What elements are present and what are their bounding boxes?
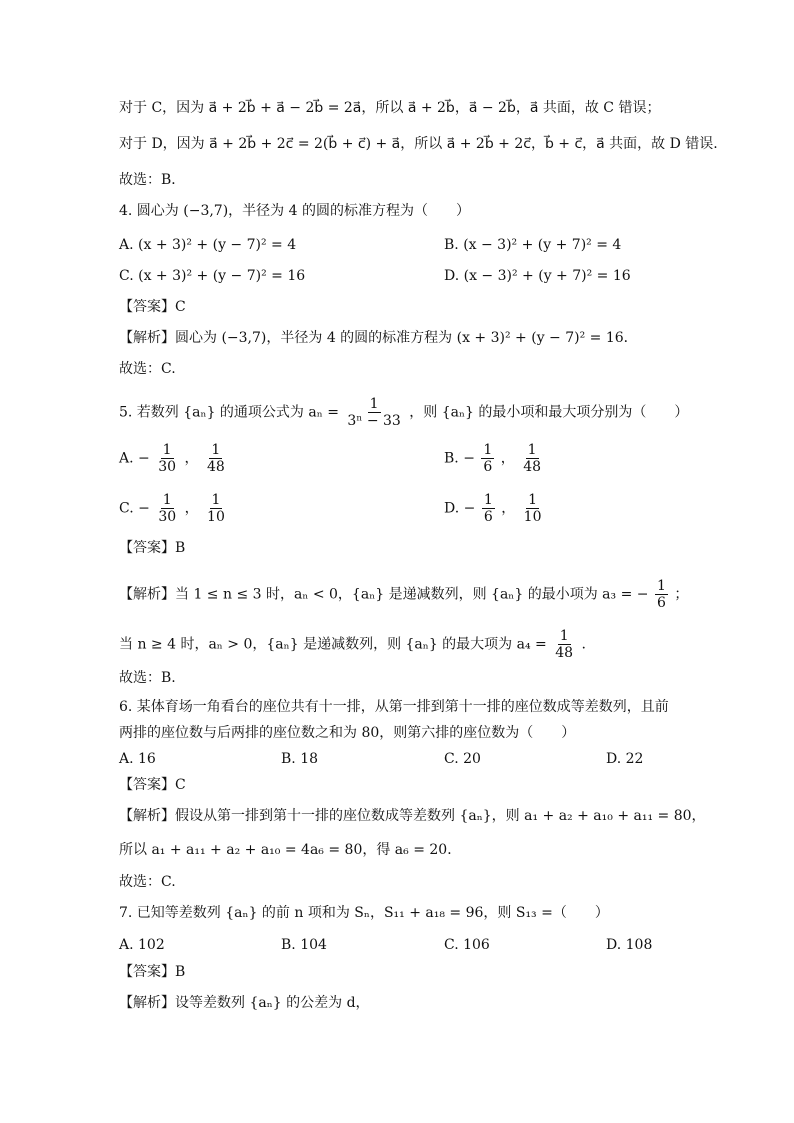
q5-b-f2-den: 48 bbox=[523, 459, 542, 475]
q7-option-a: A. 102 bbox=[119, 937, 165, 953]
q5-c-f2-den: 10 bbox=[207, 509, 225, 525]
q5-an1-num: 1 bbox=[656, 578, 666, 594]
q5-a-f1-num: 1 bbox=[162, 442, 172, 458]
q4-answer: 【答案】C bbox=[119, 299, 186, 315]
q6-option-b: B. 18 bbox=[281, 751, 319, 767]
q5-option-d-fraction-2 bbox=[522, 492, 544, 525]
q5-stem-part2: ，则 {aₙ} 的最小项和最大项分别为（ ） bbox=[409, 404, 689, 421]
q4-option-c: C. (x + 3)² + (y − 7)² = 16 bbox=[119, 268, 306, 284]
q5-c-f1-den: 30 bbox=[158, 509, 177, 525]
q5-option-a: A. − $\frac{1}{30}$ ， $\frac{1}{48}$ bbox=[119, 442, 225, 475]
q6-stem-line-1: 6. 某体育场一角看台的座位共有十一排，从第一排到第十一排的座位数成等差数列，且前 bbox=[119, 699, 669, 715]
q5-c-f1-num: 1 bbox=[162, 492, 172, 508]
option-d-analysis: 对于 D，因为 a⃗ + 2b⃗ + 2c⃗ = 2(b⃗ + c⃗) + a⃗，所以 a⃗ + 2b⃗ + 2c⃗，b⃗ + c⃗，a⃗ 共面，故 D 错误. bbox=[119, 136, 718, 152]
q6-option-c: C. 20 bbox=[444, 751, 481, 767]
q4-option-d: D. (x − 3)² + (y + 7)² = 16 bbox=[444, 268, 631, 284]
q5-option-a-fraction-1 bbox=[156, 442, 178, 475]
q5-b-f2-num: 1 bbox=[527, 442, 537, 458]
q5-analysis-1-text: 【解析】当 1 ≤ n ≤ 3 时，aₙ < 0，{aₙ} 是递减数列，则 {aₙ} 的最小项为 a₃ = − bbox=[119, 586, 649, 603]
q5-stem-part1: 5. 若数列 {aₙ} 的通项公式为 aₙ = bbox=[119, 404, 339, 421]
q4-stem: 4. 圆心为 (−3,7)，半径为 4 的圆的标准方程为（ ） bbox=[119, 203, 470, 219]
q6-option-a: A. 16 bbox=[119, 751, 156, 767]
q6-analysis-2: 所以 a₁ + a₁₁ + a₂ + a₁₀ = 4a₆ = 80，得 a₆ = 20． bbox=[119, 842, 462, 858]
q5-option-a-fraction-2 bbox=[205, 442, 227, 475]
q5-an1-den: 6 bbox=[656, 595, 666, 611]
q5-analysis-2-tail: . bbox=[581, 636, 586, 653]
q7-stem: 7. 已知等差数列 {aₙ} 的前 n 项和为 Sₙ，S₁₁ + a₁₈ = 96，则 S₁₃ =（ ） bbox=[119, 905, 609, 921]
q6-analysis-1: 【解析】假设从第一排到第十一排的座位数成等差数列 {aₙ}，则 a₁ + a₂ + a₁₀ + a₁₁ = 80， bbox=[119, 808, 706, 824]
q5-a-f1-den: 30 bbox=[158, 459, 177, 475]
q5-option-a-label: A. bbox=[119, 450, 134, 467]
q4-option-a: A. (x + 3)² + (y − 7)² = 4 bbox=[119, 237, 297, 253]
q5-option-d: D. − $\frac{1}{6}$ ， $\frac{1}{10}$ bbox=[444, 492, 542, 525]
q5-analysis-2 bbox=[119, 628, 586, 661]
q5-a-f2-num: 1 bbox=[211, 442, 221, 458]
q6-conclusion: 故选：C. bbox=[119, 874, 176, 890]
q6-stem-line-2: 两排的座位数与后两排的座位数之和为 80，则第六排的座位数为（ ） bbox=[119, 725, 576, 741]
q4-analysis: 【解析】圆心为 (−3,7)，半径为 4 的圆的标准方程为 (x + 3)² + (y − 7)² = 16． bbox=[119, 330, 638, 346]
q5-option-c-fraction-1 bbox=[156, 492, 178, 525]
q5-option-c-label: C. bbox=[119, 500, 134, 517]
q5-analysis-2-text: 当 n ≥ 4 时，aₙ > 0，{aₙ} 是递减数列，则 {aₙ} 的最大项为 a₄ = bbox=[119, 636, 547, 653]
q5-analysis-1 bbox=[119, 578, 688, 611]
option-c-analysis: 对于 C，因为 a⃗ + 2b⃗ + a⃗ − 2b⃗ = 2a⃗，所以 a⃗ + 2b⃗，a⃗ − 2b⃗，a⃗ 共面，故 C 错误； bbox=[119, 100, 661, 116]
q5-option-b-fraction-1 bbox=[481, 442, 494, 475]
q5-option-c: C. − $\frac{1}{30}$ ， $\frac{1}{10}$ bbox=[119, 492, 225, 525]
q5-d-f1-num: 1 bbox=[483, 492, 493, 508]
q5-conclusion: 故选：B. bbox=[119, 670, 176, 686]
q7-option-c: C. 106 bbox=[444, 937, 490, 953]
q5-an2-den: 48 bbox=[555, 645, 574, 661]
q5-an2-num: 1 bbox=[559, 628, 569, 644]
q7-analysis: 【解析】设等差数列 {aₙ} 的公差为 d， bbox=[119, 995, 370, 1011]
conclusion-choose-b: 故选：B． bbox=[119, 172, 186, 188]
q5-b-f1-num: 1 bbox=[483, 442, 493, 458]
q5-b-f1-den: 6 bbox=[483, 459, 493, 475]
q5-analysis-2-fraction bbox=[553, 628, 575, 661]
q5-stem-numerator: 1 bbox=[369, 396, 379, 412]
q7-option-b: B. 104 bbox=[281, 937, 327, 953]
q5-option-b: B. − $\frac{1}{6}$ ， $\frac{1}{48}$ bbox=[444, 442, 542, 475]
q5-d-f2-num: 1 bbox=[528, 492, 538, 508]
q6-answer: 【答案】C bbox=[119, 777, 186, 793]
q4-conclusion: 故选：C. bbox=[119, 361, 176, 377]
q4-option-b: B. (x − 3)² + (y + 7)² = 4 bbox=[444, 237, 622, 253]
q5-option-b-label: B. bbox=[444, 450, 459, 467]
q7-option-d: D. 108 bbox=[606, 937, 653, 953]
q5-option-c-fraction-2 bbox=[205, 492, 227, 525]
q5-c-f2-num: 1 bbox=[211, 492, 221, 508]
q5-stem bbox=[119, 396, 688, 429]
q5-analysis-1-tail: ； bbox=[674, 586, 689, 603]
q5-analysis-1-fraction bbox=[655, 578, 668, 611]
q5-stem-fraction bbox=[345, 396, 402, 429]
q5-option-d-label: D. bbox=[444, 500, 460, 517]
q5-option-b-fraction-2 bbox=[521, 442, 543, 475]
q5-d-f1-den: 6 bbox=[483, 509, 493, 525]
q6-option-d: D. 22 bbox=[606, 751, 644, 767]
q5-a-f2-den: 48 bbox=[206, 459, 225, 475]
q7-answer: 【答案】B bbox=[119, 964, 186, 980]
q5-option-d-fraction-1 bbox=[482, 492, 495, 525]
q5-answer: 【答案】B bbox=[119, 540, 186, 556]
q5-d-f2-den: 10 bbox=[523, 509, 542, 525]
q5-stem-denominator: 3ⁿ − 33 bbox=[347, 413, 401, 429]
